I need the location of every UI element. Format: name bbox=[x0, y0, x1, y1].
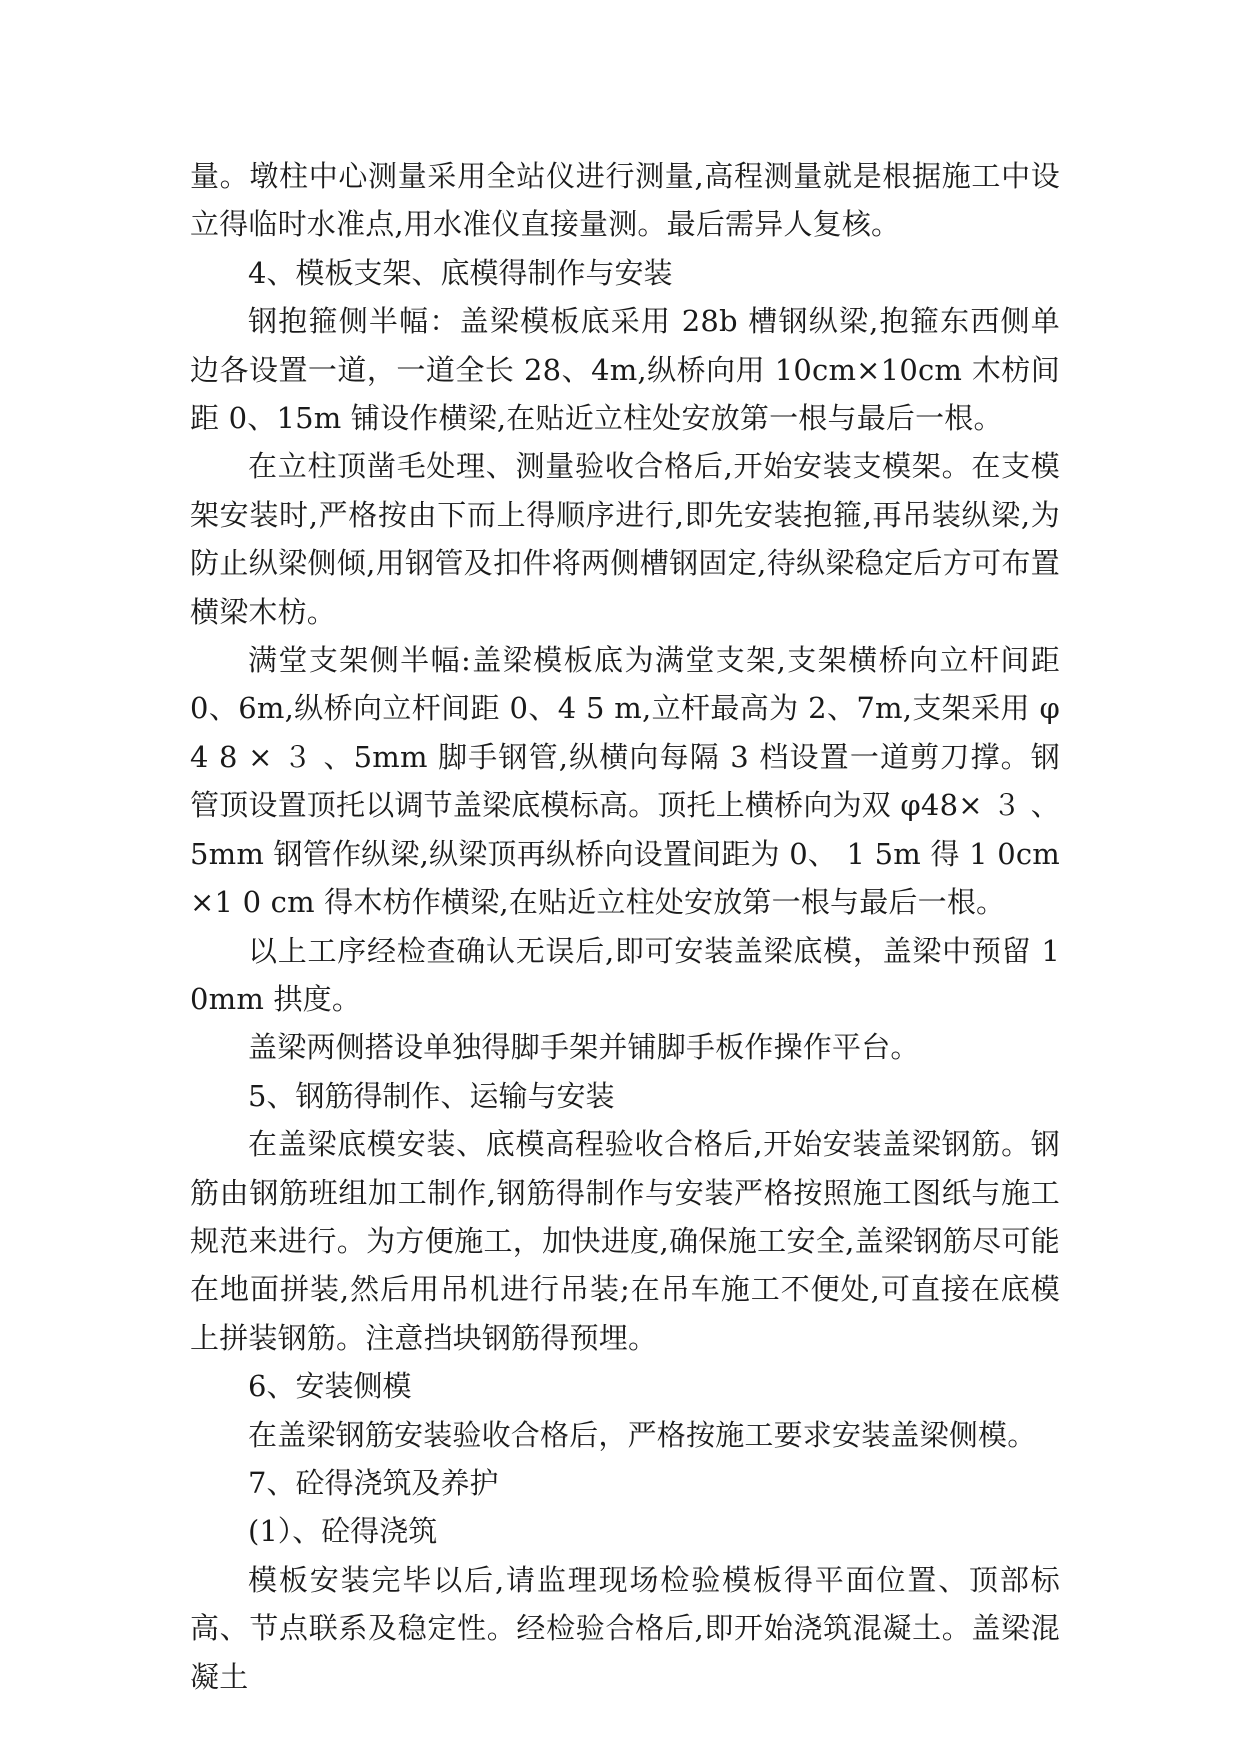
paragraph-side-formwork: 在盖梁钢筋安装验收合格后，严格按施工要求安装盖梁侧模。 bbox=[248, 1417, 1037, 1452]
paragraph-bottom-formwork: 以上工序经检查确认无误后,即可安装盖梁底模，盖梁中预留 10mm 拱度。 bbox=[190, 933, 1060, 1016]
subheading-concrete-pouring: (1）、砼得浇筑 bbox=[248, 1514, 438, 1549]
paragraph-support-installation: 在立柱顶凿毛处理、测量验收合格后,开始安装支模架。在支模架安装时,严格按由下而上得顺序进行,即先安装抱箍,再吊装纵梁,为防止纵梁侧倾,用钢管及扣件将两侧槽钢固定,待纵梁稳定后方可布置横梁木枋。 bbox=[190, 449, 1060, 629]
heading-concrete-pouring-curing: 7、砼得浇筑及养护 bbox=[248, 1465, 499, 1500]
paragraph-full-support-half: 满堂支架侧半幅:盖梁模板底为满堂支架,支架横桥向立杆间距 0、6m,纵桥向立杆间距 0、4 5 m,立杆最高为 2、7m,支架采用 φ4 8 × ３ 、5mm 脚手钢管,纵横向每隔 3 档设置一道剪刀撑。钢管顶设置顶托以调节盖梁底模标高。顶托上横桥向为双 φ48× ３ 、5mm 钢管作纵梁,纵梁顶再纵桥向设置间距为 0、 1 5m 得 1 0cm×1 0 cm 得木枋作横梁,在贴近立柱处安放第一根与最后一根。 bbox=[190, 643, 1060, 920]
paragraph-survey-continuation: 量。墩柱中心测量采用全站仪进行测量,高程测量就是根据施工中设立得临时水准点,用水准仪直接量测。最后需异人复核。 bbox=[190, 159, 1060, 242]
paragraph-rebar-installation: 在盖梁底模安装、底模高程验收合格后,开始安装盖梁钢筋。钢筋由钢筋班组加工制作,钢筋得制作与安装严格按照施工图纸与施工规范来进行。为方便施工，加快进度,确保施工安全,盖梁钢筋尽可能在地面拼装,然后用吊机进行吊装;在吊车施工不便处,可直接在底模上拼装钢筋。注意挡块钢筋得预埋。 bbox=[190, 1127, 1060, 1355]
heading-rebar: 5、钢筋得制作、运输与安装 bbox=[248, 1078, 615, 1113]
heading-formwork-support: 4、模板支架、底模得制作与安装 bbox=[248, 255, 673, 290]
document-page bbox=[190, 152, 1060, 1701]
paragraph-steel-hoop-half: 钢抱箍侧半幅：盖梁模板底采用 28b 槽钢纵梁,抱箍东西侧单边各设置一道，一道全长 28、4m,纵桥向用 10cm×10cm 木枋间距 0、15m 铺设作横梁,在贴近立柱处安放第一根与最后一根。 bbox=[190, 304, 1060, 436]
heading-side-formwork: 6、安装侧模 bbox=[248, 1369, 412, 1404]
paragraph-pouring-inspection: 模板安装完毕以后,请监理现场检验模板得平面位置、顶部标高、节点联系及稳定性。经检验合格后,即开始浇筑混凝土。盖梁混凝土 bbox=[190, 1562, 1060, 1694]
paragraph-scaffold-platform: 盖梁两侧搭设单独得脚手架并铺脚手板作操作平台。 bbox=[248, 1030, 920, 1065]
